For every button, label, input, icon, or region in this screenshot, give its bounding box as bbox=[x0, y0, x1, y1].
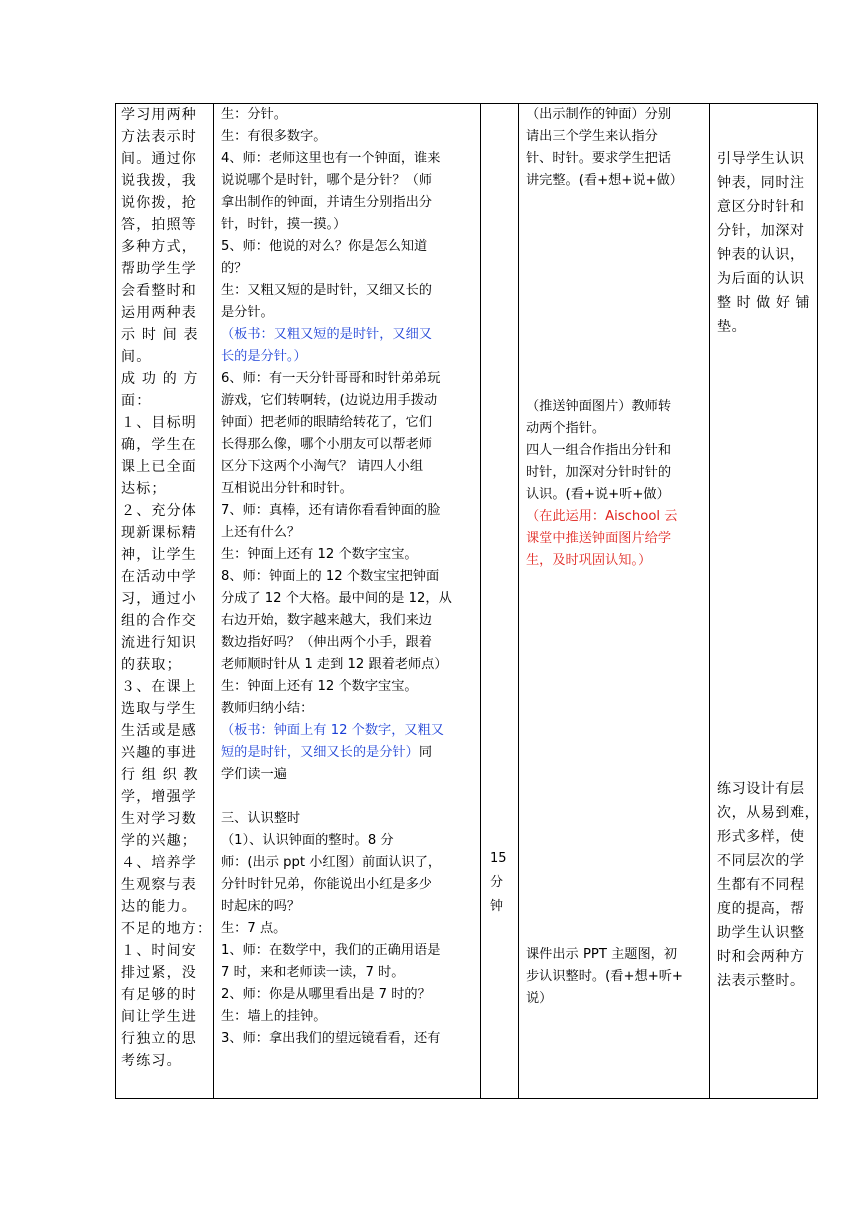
method-note-line: （在此运用：Aischool 云 bbox=[526, 509, 678, 524]
intent-line: 整 时 做 好 铺 bbox=[717, 295, 811, 311]
text-run: 针，时针，摸一摸。） bbox=[221, 217, 347, 232]
intent-line: 助学生认识整 bbox=[717, 925, 805, 941]
reflection-line: 会看整时和 bbox=[121, 283, 197, 299]
reflection-line: 学的兴趣； bbox=[121, 833, 197, 849]
text-run: 分针时针兄弟，你能说出小红是多少 bbox=[221, 877, 432, 892]
text-run: 2、师：你是从哪里看出是 7 时的？ bbox=[221, 987, 431, 1002]
intent-line: 不同层次的学 bbox=[717, 853, 805, 869]
reflection-line: 流进行知识 bbox=[121, 635, 197, 651]
reflection-line: 行独立的思 bbox=[121, 1031, 197, 1047]
text-run: 3、师：拿出我们的望远镜看看，还有 bbox=[221, 1031, 441, 1046]
text-run: （板书：又粗又短的是时针，又细又 bbox=[221, 327, 432, 342]
reflection-line: 生对学习数 bbox=[121, 811, 197, 827]
process-line bbox=[221, 566, 439, 588]
reflection-line: 多种方式， bbox=[121, 239, 197, 255]
text-run: 生：钟面上还有 12 个数字宝宝。 bbox=[221, 547, 418, 562]
text-run: 的？ bbox=[221, 261, 248, 276]
process-line bbox=[221, 258, 247, 280]
process-line bbox=[221, 434, 432, 456]
process-line bbox=[221, 632, 432, 654]
intent-line: 法表示整时。 bbox=[717, 973, 805, 989]
reflection-line: 学，增强学 bbox=[121, 789, 197, 805]
reflection-line: １、目标明 bbox=[121, 415, 197, 431]
reflection-line: 成 功 的 方 bbox=[121, 371, 199, 387]
teaching-process-column bbox=[214, 104, 481, 1098]
reflection-line: 确，学生在 bbox=[121, 437, 197, 453]
process-line bbox=[221, 984, 431, 1006]
text-run: 长得那么像，哪个小朋友可以帮老师 bbox=[221, 437, 432, 452]
process-line bbox=[221, 918, 286, 940]
text-run: 5、师：他说的对么？你是怎么知道 bbox=[221, 239, 428, 254]
reflection-line: 说你拨，抢 bbox=[121, 195, 197, 211]
time-line: 分 bbox=[490, 875, 504, 890]
reflection-line: 方法表示时 bbox=[121, 129, 197, 145]
text-run: （板书：钟面上有 12 个数字，又粗又 bbox=[221, 723, 444, 738]
process-line bbox=[221, 500, 440, 522]
reflection-line: 帮助学生学 bbox=[121, 261, 197, 277]
reflection-line: 兴趣的事进 bbox=[121, 745, 197, 761]
process-line bbox=[221, 610, 432, 632]
method-line: 说） bbox=[526, 991, 553, 1006]
text-run: 三、认识整时 bbox=[221, 811, 301, 826]
method-line: （出示制作的钟面）分别 bbox=[526, 107, 672, 122]
intent-line: 引导学生认识 bbox=[717, 151, 805, 167]
reflection-line: 在活动中学 bbox=[121, 569, 197, 585]
reflection-line: ２、充分体 bbox=[121, 503, 197, 519]
process-line bbox=[221, 456, 423, 478]
process-line bbox=[221, 676, 418, 698]
intent-line: 垫。 bbox=[717, 319, 747, 335]
process-line bbox=[221, 830, 394, 852]
reflection-column bbox=[116, 104, 214, 1098]
text-run: 分成了 12 个大格。最中间的是 12，从 bbox=[221, 591, 452, 606]
reflection-line: 课上已全面 bbox=[121, 459, 197, 475]
method-line: 课件出示 PPT 主题图，初 bbox=[526, 947, 678, 962]
process-line bbox=[221, 764, 287, 786]
text-run: 生：有很多数字。 bbox=[221, 129, 327, 144]
method-line: 认识。(看+说+听+做） bbox=[526, 487, 670, 502]
process-line bbox=[221, 280, 432, 302]
reflection-line: １、时间安 bbox=[121, 943, 197, 959]
text-run: 生：分针。 bbox=[221, 107, 287, 122]
process-line bbox=[221, 302, 274, 324]
text-run: 区分下这两个小淘气？ 请四人小组 bbox=[221, 459, 424, 474]
text-run: 生：7 点。 bbox=[221, 921, 287, 936]
reflection-line: 排过紧，没 bbox=[121, 965, 197, 981]
reflection-line: 示 时 间 表 bbox=[121, 327, 199, 343]
process-line bbox=[221, 1006, 327, 1028]
design-intent-column bbox=[710, 104, 820, 1098]
process-line bbox=[221, 1028, 440, 1050]
process-line bbox=[221, 874, 432, 896]
process-line bbox=[221, 654, 448, 676]
process-line bbox=[221, 698, 313, 720]
process-line bbox=[221, 324, 432, 346]
text-run: （1）、认识钟面的整时。8 分 bbox=[221, 833, 394, 848]
method-note-line: 课堂中推送钟面图片给学 bbox=[526, 531, 672, 546]
text-run: 长的是分针。） bbox=[221, 349, 307, 364]
intent-line: 时和会两种方 bbox=[717, 949, 805, 965]
reflection-line: 生活或是感 bbox=[121, 723, 197, 739]
process-line bbox=[221, 104, 287, 126]
method-line: （推送钟面图片）教师转 bbox=[526, 399, 672, 414]
process-line bbox=[221, 126, 327, 148]
text-run: 说说哪个是时针，哪个是分针？（师 bbox=[221, 173, 432, 188]
reflection-line: 答，拍照等 bbox=[121, 217, 197, 233]
process-line bbox=[221, 896, 300, 918]
text-run: 时起床的吗？ bbox=[221, 899, 301, 914]
time-column bbox=[481, 104, 519, 1098]
reflection-line: 间。通过你 bbox=[121, 151, 197, 167]
reflection-line: 组的合作交 bbox=[121, 613, 197, 629]
process-line bbox=[221, 170, 432, 192]
reflection-line: 运用两种表 bbox=[121, 305, 197, 321]
method-note-line: 生，及时巩固认知。） bbox=[526, 553, 652, 568]
intent-line: 分针，加深对 bbox=[717, 223, 805, 239]
process-line bbox=[221, 720, 444, 742]
process-line bbox=[221, 236, 427, 258]
reflection-line: 习，通过小 bbox=[121, 591, 197, 607]
text-run: 7、师：真棒，还有请你看看钟面的脸 bbox=[221, 503, 441, 518]
time-line: 15 bbox=[490, 851, 507, 866]
text-run: 钟面）把老师的眼睛给转花了，它们 bbox=[221, 415, 432, 430]
method-line: 时针，加深对分针时针的 bbox=[526, 465, 672, 480]
reflection-line: 间。 bbox=[121, 349, 152, 365]
intent-line: 钟表，同时注 bbox=[717, 175, 805, 191]
reflection-line: 不足的地方： bbox=[121, 921, 213, 937]
process-line bbox=[221, 808, 300, 830]
text-run: 互相说出分针和时针。 bbox=[221, 481, 353, 496]
text-run: 4、师：老师这里也有一个钟面，谁来 bbox=[221, 151, 441, 166]
process-line bbox=[221, 346, 307, 368]
lesson-table bbox=[115, 103, 818, 1099]
reflection-line: 达的能力。 bbox=[121, 899, 197, 915]
reflection-line: 行 组 织 教 bbox=[121, 767, 199, 783]
text-run-tail: 同 bbox=[418, 745, 432, 760]
reflection-line: 生观察与表 bbox=[121, 877, 197, 893]
reflection-line: ３、在课上 bbox=[121, 679, 197, 695]
reflection-line: 有足够的时 bbox=[121, 987, 197, 1003]
text-run: 老师顺时针从 1 走到 12 跟着老师点） bbox=[221, 657, 448, 672]
teaching-method-column bbox=[519, 104, 710, 1098]
text-run: 是分针。 bbox=[221, 305, 274, 320]
reflection-line: 考练习。 bbox=[121, 1053, 182, 1069]
intent-line: 意区分时针和 bbox=[717, 199, 805, 215]
text-run: 短的是时针，又细又长的是分针） bbox=[221, 745, 419, 760]
reflection-line: 学习用两种 bbox=[121, 107, 197, 123]
method-line: 讲完整。(看+想+说+做） bbox=[526, 173, 683, 188]
process-line bbox=[221, 940, 440, 962]
reflection-line: 神，让学生 bbox=[121, 547, 197, 563]
text-run: 上还有什么？ bbox=[221, 525, 301, 540]
reflection-line: 的获取； bbox=[121, 657, 182, 673]
reflection-line: 面： bbox=[121, 393, 152, 409]
text-run: 6、师：有一天分针哥哥和时针弟弟玩 bbox=[221, 371, 441, 386]
text-run: 学们读一遍 bbox=[221, 767, 287, 782]
process-line bbox=[221, 478, 353, 500]
process-line bbox=[221, 742, 432, 764]
process-line bbox=[221, 390, 437, 412]
intent-line: 形式多样，使 bbox=[717, 829, 805, 845]
text-run: 生：钟面上还有 12 个数字宝宝。 bbox=[221, 679, 418, 694]
text-run: 8、师：钟面上的 12 个数宝宝把钟面 bbox=[221, 569, 440, 584]
intent-line: 钟表的认识， bbox=[717, 247, 805, 263]
process-line bbox=[221, 368, 440, 390]
text-run: 生：又粗又短的是时针，又细又长的 bbox=[221, 283, 432, 298]
process-line bbox=[221, 962, 404, 984]
process-line bbox=[221, 522, 300, 544]
process-line bbox=[221, 192, 432, 214]
text-run: 数边指好吗？（伸出两个小手，跟着 bbox=[221, 635, 432, 650]
text-run: 1、师：在数学中，我们的正确用语是 bbox=[221, 943, 441, 958]
text-run: 生：墙上的挂钟。 bbox=[221, 1009, 327, 1024]
text-run: 拿出制作的钟面，并请生分别指出分 bbox=[221, 195, 432, 210]
process-line bbox=[221, 412, 432, 434]
reflection-line: 达标； bbox=[121, 481, 167, 497]
text-run: 游戏，它们转啊转，(边说边用手拨动 bbox=[221, 393, 438, 408]
text-run: 右边开始，数字越来越大，我们来边 bbox=[221, 613, 432, 628]
text-run: 教师归纳小结： bbox=[221, 701, 314, 716]
process-line bbox=[221, 148, 440, 170]
method-line: 请出三个学生来认指分 bbox=[526, 129, 658, 144]
method-line: 动两个指针。 bbox=[526, 421, 606, 436]
reflection-line: 选取与学生 bbox=[121, 701, 197, 717]
intent-line: 练习设计有层 bbox=[717, 781, 805, 797]
method-line: 四人一组合作指出分针和 bbox=[526, 443, 672, 458]
text-run: 7 时，来和老师读一读，7 时。 bbox=[221, 965, 405, 980]
intent-line: 生都有不同程 bbox=[717, 877, 805, 893]
method-line: 针、时针。要求学生把话 bbox=[526, 151, 672, 166]
process-line bbox=[221, 544, 418, 566]
intent-line: 次，从易到难， bbox=[717, 805, 820, 821]
process-line bbox=[221, 852, 441, 874]
text-run: 师：(出示 ppt 小红图）前面认识了， bbox=[221, 855, 442, 870]
process-line bbox=[221, 588, 452, 610]
process-line bbox=[221, 214, 346, 236]
reflection-line: 现新课标精 bbox=[121, 525, 197, 541]
intent-line: 为后面的认识 bbox=[717, 271, 805, 287]
reflection-line: 间让学生进 bbox=[121, 1009, 197, 1025]
reflection-line: 说我拨，我 bbox=[121, 173, 197, 189]
time-line: 钟 bbox=[490, 899, 504, 914]
method-line: 步认识整时。(看+想+听+ bbox=[526, 969, 683, 984]
intent-line: 度的提高，帮 bbox=[717, 901, 805, 917]
reflection-line: ４、培养学 bbox=[121, 855, 197, 871]
